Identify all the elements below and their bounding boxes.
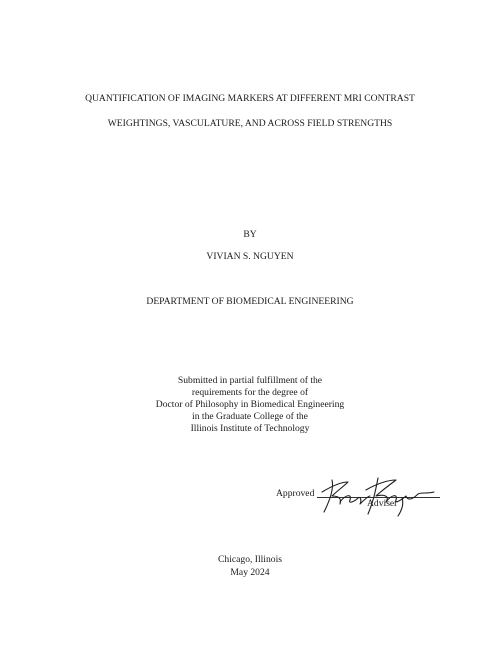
submission-line-3: Doctor of Philosophy in Biomedical Engineering: [155, 399, 345, 410]
by-label: BY: [243, 229, 257, 240]
title-line-1: QUANTIFICATION OF IMAGING MARKERS AT DIFFERENT MRI CONTRAST: [85, 93, 415, 104]
adviser-label: Adviser: [367, 498, 398, 509]
location: Chicago, Illinois: [218, 554, 282, 565]
submission-line-5: Illinois Institute of Technology: [190, 423, 310, 434]
submission-date: May 2024: [230, 567, 270, 578]
submission-line-1: Submitted in partial fulfillment of the: [177, 375, 323, 386]
submission-line-4: in the Graduate College of the: [192, 411, 308, 422]
approved-label: Approved: [276, 488, 315, 499]
submission-line-2: requirements for the degree of: [191, 387, 309, 398]
department-name: DEPARTMENT OF BIOMEDICAL ENGINEERING: [146, 296, 354, 307]
adviser-signature: [318, 472, 436, 518]
author-name: VIVIAN S. NGUYEN: [206, 251, 294, 262]
title-line-2: WEIGHTINGS, VASCULATURE, AND ACROSS FIELD STRENGTHS: [107, 118, 393, 129]
